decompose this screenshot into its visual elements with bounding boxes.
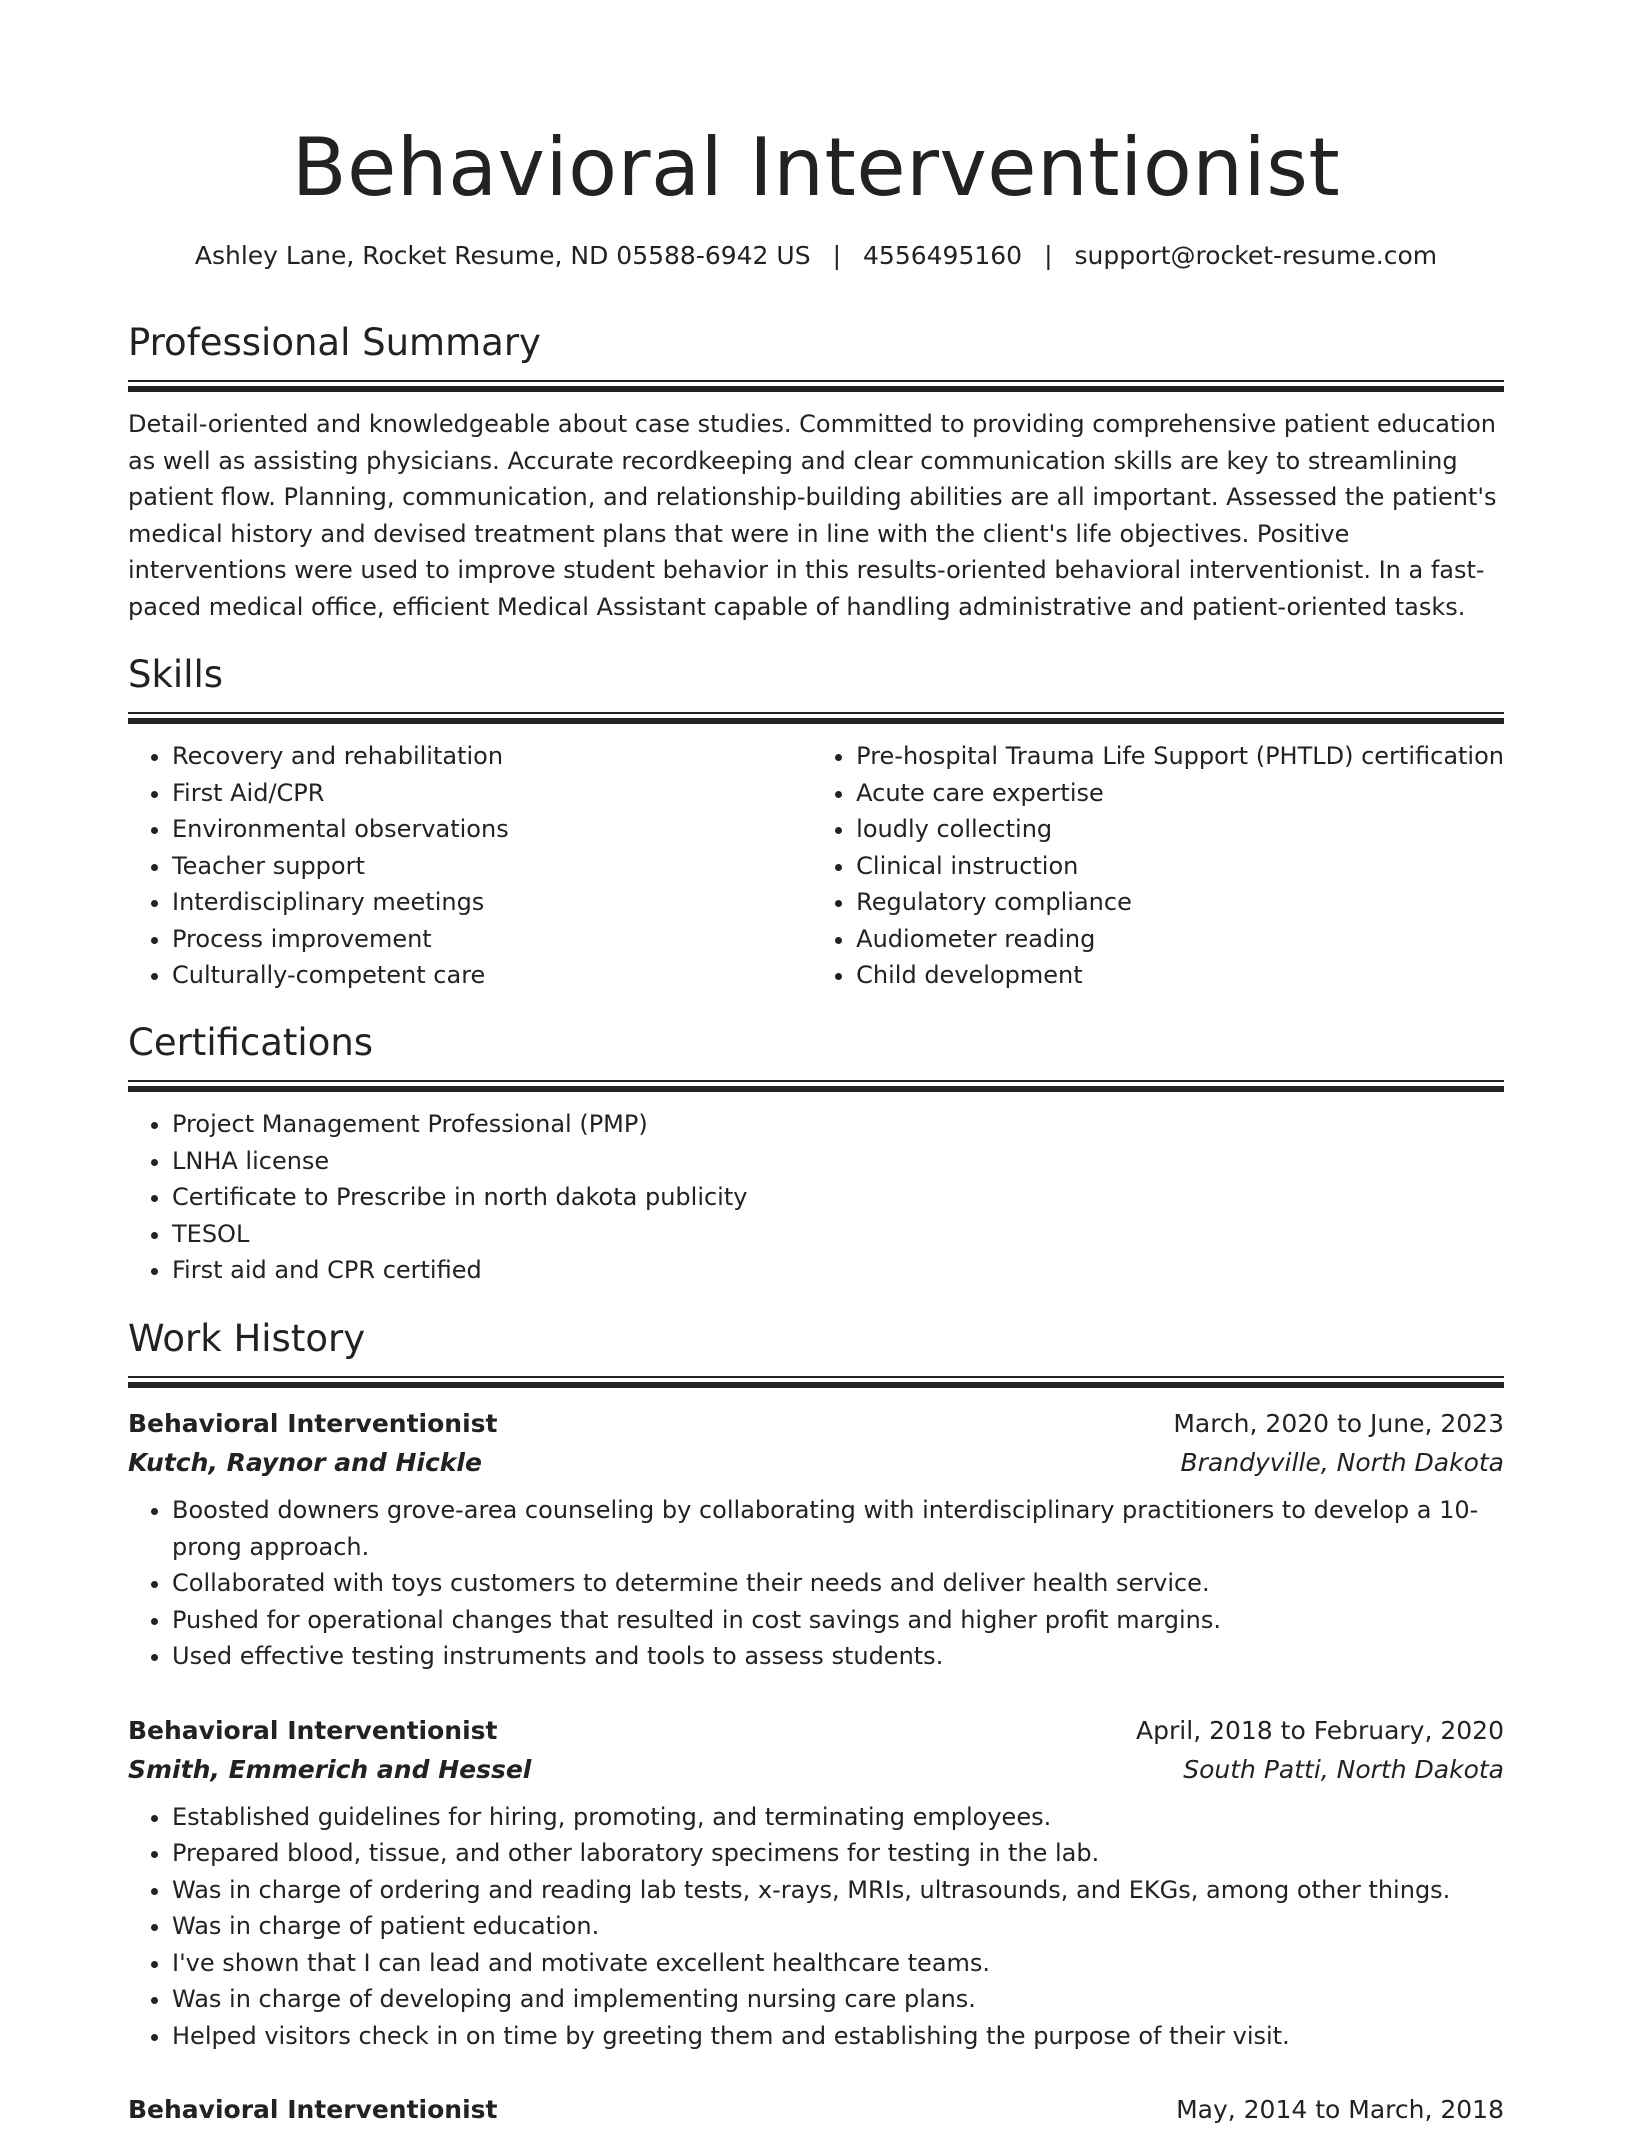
job-bullet: • Used effective testing instruments and tools to assess students.: [172, 1638, 1504, 1675]
section-divider: [128, 712, 1504, 714]
job-dates: May, 2014 to March, 2018: [1176, 2095, 1504, 2124]
contact-address: Ashley Lane, Rocket Resume, ND 05588-6942 US: [194, 241, 811, 270]
skills-list-left: [128, 738, 812, 994]
job-title: Behavioral Interventionist: [128, 2095, 498, 2124]
certification-item: • First aid and CPR certified: [172, 1252, 1504, 1289]
skill-item: • First Aid/CPR: [172, 775, 812, 812]
job-title: Behavioral Interventionist: [128, 1715, 498, 1745]
job-bullet: • Established guidelines for hiring, promoting, and terminating employees.: [172, 1799, 1504, 1836]
job-company: Kutch, Raynor and Hickle: [128, 1448, 482, 1477]
section-divider: [128, 1382, 1504, 1388]
skill-item: • Culturally-competent care: [172, 957, 812, 994]
certification-item: • TESOL: [172, 1216, 1504, 1253]
job-dates: March, 2020 to June, 2023: [1173, 1409, 1504, 1438]
skills-heading: Skills: [128, 653, 224, 696]
section-divider: [128, 380, 1504, 382]
skill-item: • Interdisciplinary meetings: [172, 884, 812, 921]
job-bullets: [128, 1492, 1504, 1675]
job-bullet: • Boosted downers grove-area counseling by collaborating with interdisciplinary practitioners to develop a 10-prong approach.: [172, 1492, 1504, 1565]
job-bullet: • Prepared blood, tissue, and other laboratory specimens for testing in the lab.: [172, 1835, 1504, 1872]
contact-separator: |: [1044, 241, 1053, 270]
skill-item: • Recovery and rehabilitation: [172, 738, 812, 775]
certifications-list: [128, 1106, 1504, 1289]
candidate-name: Behavioral Interventionist: [291, 121, 1341, 214]
contact-email: support@rocket-resume.com: [1074, 241, 1438, 270]
certification-item: • Certificate to Prescribe in north dakota publicity: [172, 1179, 1504, 1216]
job-header-row: [128, 1404, 1504, 1443]
job-entry: [128, 2090, 1504, 2129]
job-bullet: • Pushed for operational changes that resulted in cost savings and higher profit margins.: [172, 1602, 1504, 1639]
job-entry: [128, 1711, 1504, 2055]
certifications-section: [128, 1018, 1504, 1289]
skill-item: • Process improvement: [172, 921, 812, 958]
job-header-row: [128, 2090, 1504, 2129]
job-bullets: [128, 1799, 1504, 2055]
skill-item: • Acute care expertise: [856, 775, 1504, 812]
job-bullet: • Was in charge of ordering and reading lab tests, x-rays, MRIs, ultrasounds, and EKGs, among other things.: [172, 1872, 1504, 1909]
job-bullet: • Was in charge of patient education.: [172, 1908, 1504, 1945]
summary-text: Detail-oriented and knowledgeable about case studies. Committed to providing comprehensive patient education as well as assisting physicians. Accurate recordkeeping and clear communication skills are key to streamlining patient flow. Planning, communication, and relationship-building abilities are all important. Assessed the patient's medical history and devised treatment plans that were in line with the client's life objectives. Positive interventions were used to improve student behavior in this results-oriented behavioral interventionist. In a fast-paced medical office, efficient Medical Assistant capable of handling administrative and patient-oriented tasks.: [128, 410, 1497, 621]
work-history-section: [128, 1314, 1504, 2129]
skill-item: • loudly collecting: [856, 811, 1504, 848]
job-location: South Patti, North Dakota: [1183, 1754, 1504, 1784]
skill-item: • Teacher support: [172, 848, 812, 885]
certifications-heading: Certifications: [128, 1021, 374, 1064]
job-bullet: • Helped visitors check in on time by greeting them and establishing the purpose of their visit.: [172, 2018, 1504, 2055]
job-subheader-row: [128, 1443, 1504, 1482]
skill-item: • Regulatory compliance: [856, 884, 1504, 921]
job-dates: April, 2018 to February, 2020: [1136, 1715, 1504, 1745]
skills-section: [128, 650, 1504, 994]
summary-section: [128, 318, 1504, 625]
job-bullet: • Collaborated with toys customers to determine their needs and deliver health service.: [172, 1565, 1504, 1602]
job-subheader-row: [128, 1750, 1504, 1789]
certification-item: • LNHA license: [172, 1143, 1504, 1180]
section-divider: [128, 1376, 1504, 1378]
skill-item: • Audiometer reading: [856, 921, 1504, 958]
job-location: Brandyville, North Dakota: [1180, 1448, 1504, 1477]
job-header-row: [128, 1711, 1504, 1750]
section-divider: [128, 1080, 1504, 1082]
summary-heading: Professional Summary: [128, 321, 541, 364]
job-company: Smith, Emmerich and Hessel: [128, 1754, 532, 1784]
skill-item: • Pre-hospital Trauma Life Support (PHTLD) certification: [856, 738, 1504, 775]
job-bullet: • I've shown that I can lead and motivate excellent healthcare teams.: [172, 1945, 1504, 1982]
certification-item: • Project Management Professional (PMP): [172, 1106, 1504, 1143]
work-history-heading: Work History: [128, 1317, 366, 1360]
contact-line: [128, 238, 1504, 274]
skills-list-right: [812, 738, 1504, 994]
skill-item: • Child development: [856, 957, 1504, 994]
section-divider: [128, 1086, 1504, 1092]
job-title: Behavioral Interventionist: [128, 1409, 498, 1438]
skills-columns: [128, 724, 1504, 994]
skill-item: • Environmental observations: [172, 811, 812, 848]
job-bullet: • Was in charge of developing and implementing nursing care plans.: [172, 1981, 1504, 2018]
section-divider: [128, 386, 1504, 392]
contact-phone: 4556495160: [863, 241, 1023, 270]
contact-separator: |: [832, 241, 842, 270]
job-entry: [128, 1404, 1504, 1675]
skill-item: • Clinical instruction: [856, 848, 1504, 885]
